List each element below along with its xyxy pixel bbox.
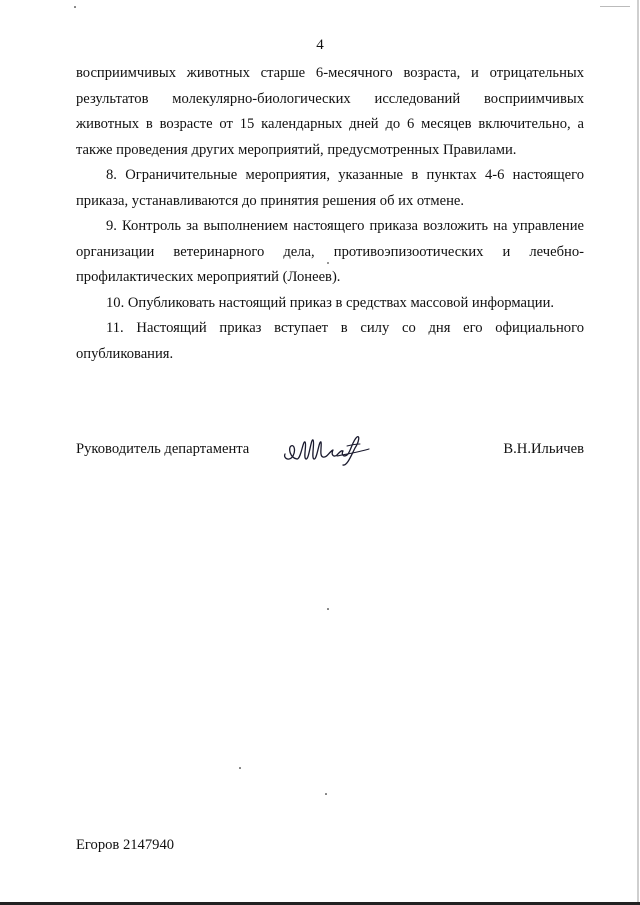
paragraph-item-8: 8. Ограничительные мероприятия, указанные в пунктах 4-6 настоящего приказа, устанавливаются до принятия решения об их отмене. bbox=[76, 167, 584, 209]
page-number: 4 bbox=[316, 37, 324, 53]
paragraph-item-9: 9. Контроль за выполнением настоящего приказа возложить на управление организации ветеринарного дела, противоэпизоотических и лечебно-профилактических мероприятий (Лонеев). bbox=[76, 218, 584, 285]
scan-speck bbox=[325, 793, 327, 795]
paragraph-item-10: 10. Опубликовать настоящий приказ в средствах массовой информации. bbox=[106, 294, 555, 311]
scan-speck bbox=[327, 608, 329, 610]
document-body bbox=[76, 61, 584, 367]
handwritten-signature bbox=[281, 432, 371, 466]
executor-footer: Егоров 2147940 bbox=[76, 837, 175, 853]
scan-speck bbox=[327, 262, 329, 264]
scan-edge bbox=[600, 6, 630, 7]
paragraph-continuation: восприимчивых животных старше 6-месячного возраста, и отрицательных результатов молекулярно-биологических исследований восприимчивых животных в возрасте от 15 календарных дней до 6 месяцев включительно, а также проведения других мероприятий, предусмотренных Правилами. bbox=[76, 65, 584, 158]
signature-block bbox=[76, 432, 584, 468]
scan-speck bbox=[239, 767, 241, 769]
signatory-position: Руководитель департамента bbox=[76, 441, 250, 457]
scan-edge bbox=[637, 0, 639, 905]
signatory-name: В.Н.Ильичев bbox=[503, 441, 584, 457]
paragraph-item-11: 11. Настоящий приказ вступает в силу со дня его официального опубликования. bbox=[76, 320, 584, 362]
scan-speck bbox=[74, 6, 76, 8]
